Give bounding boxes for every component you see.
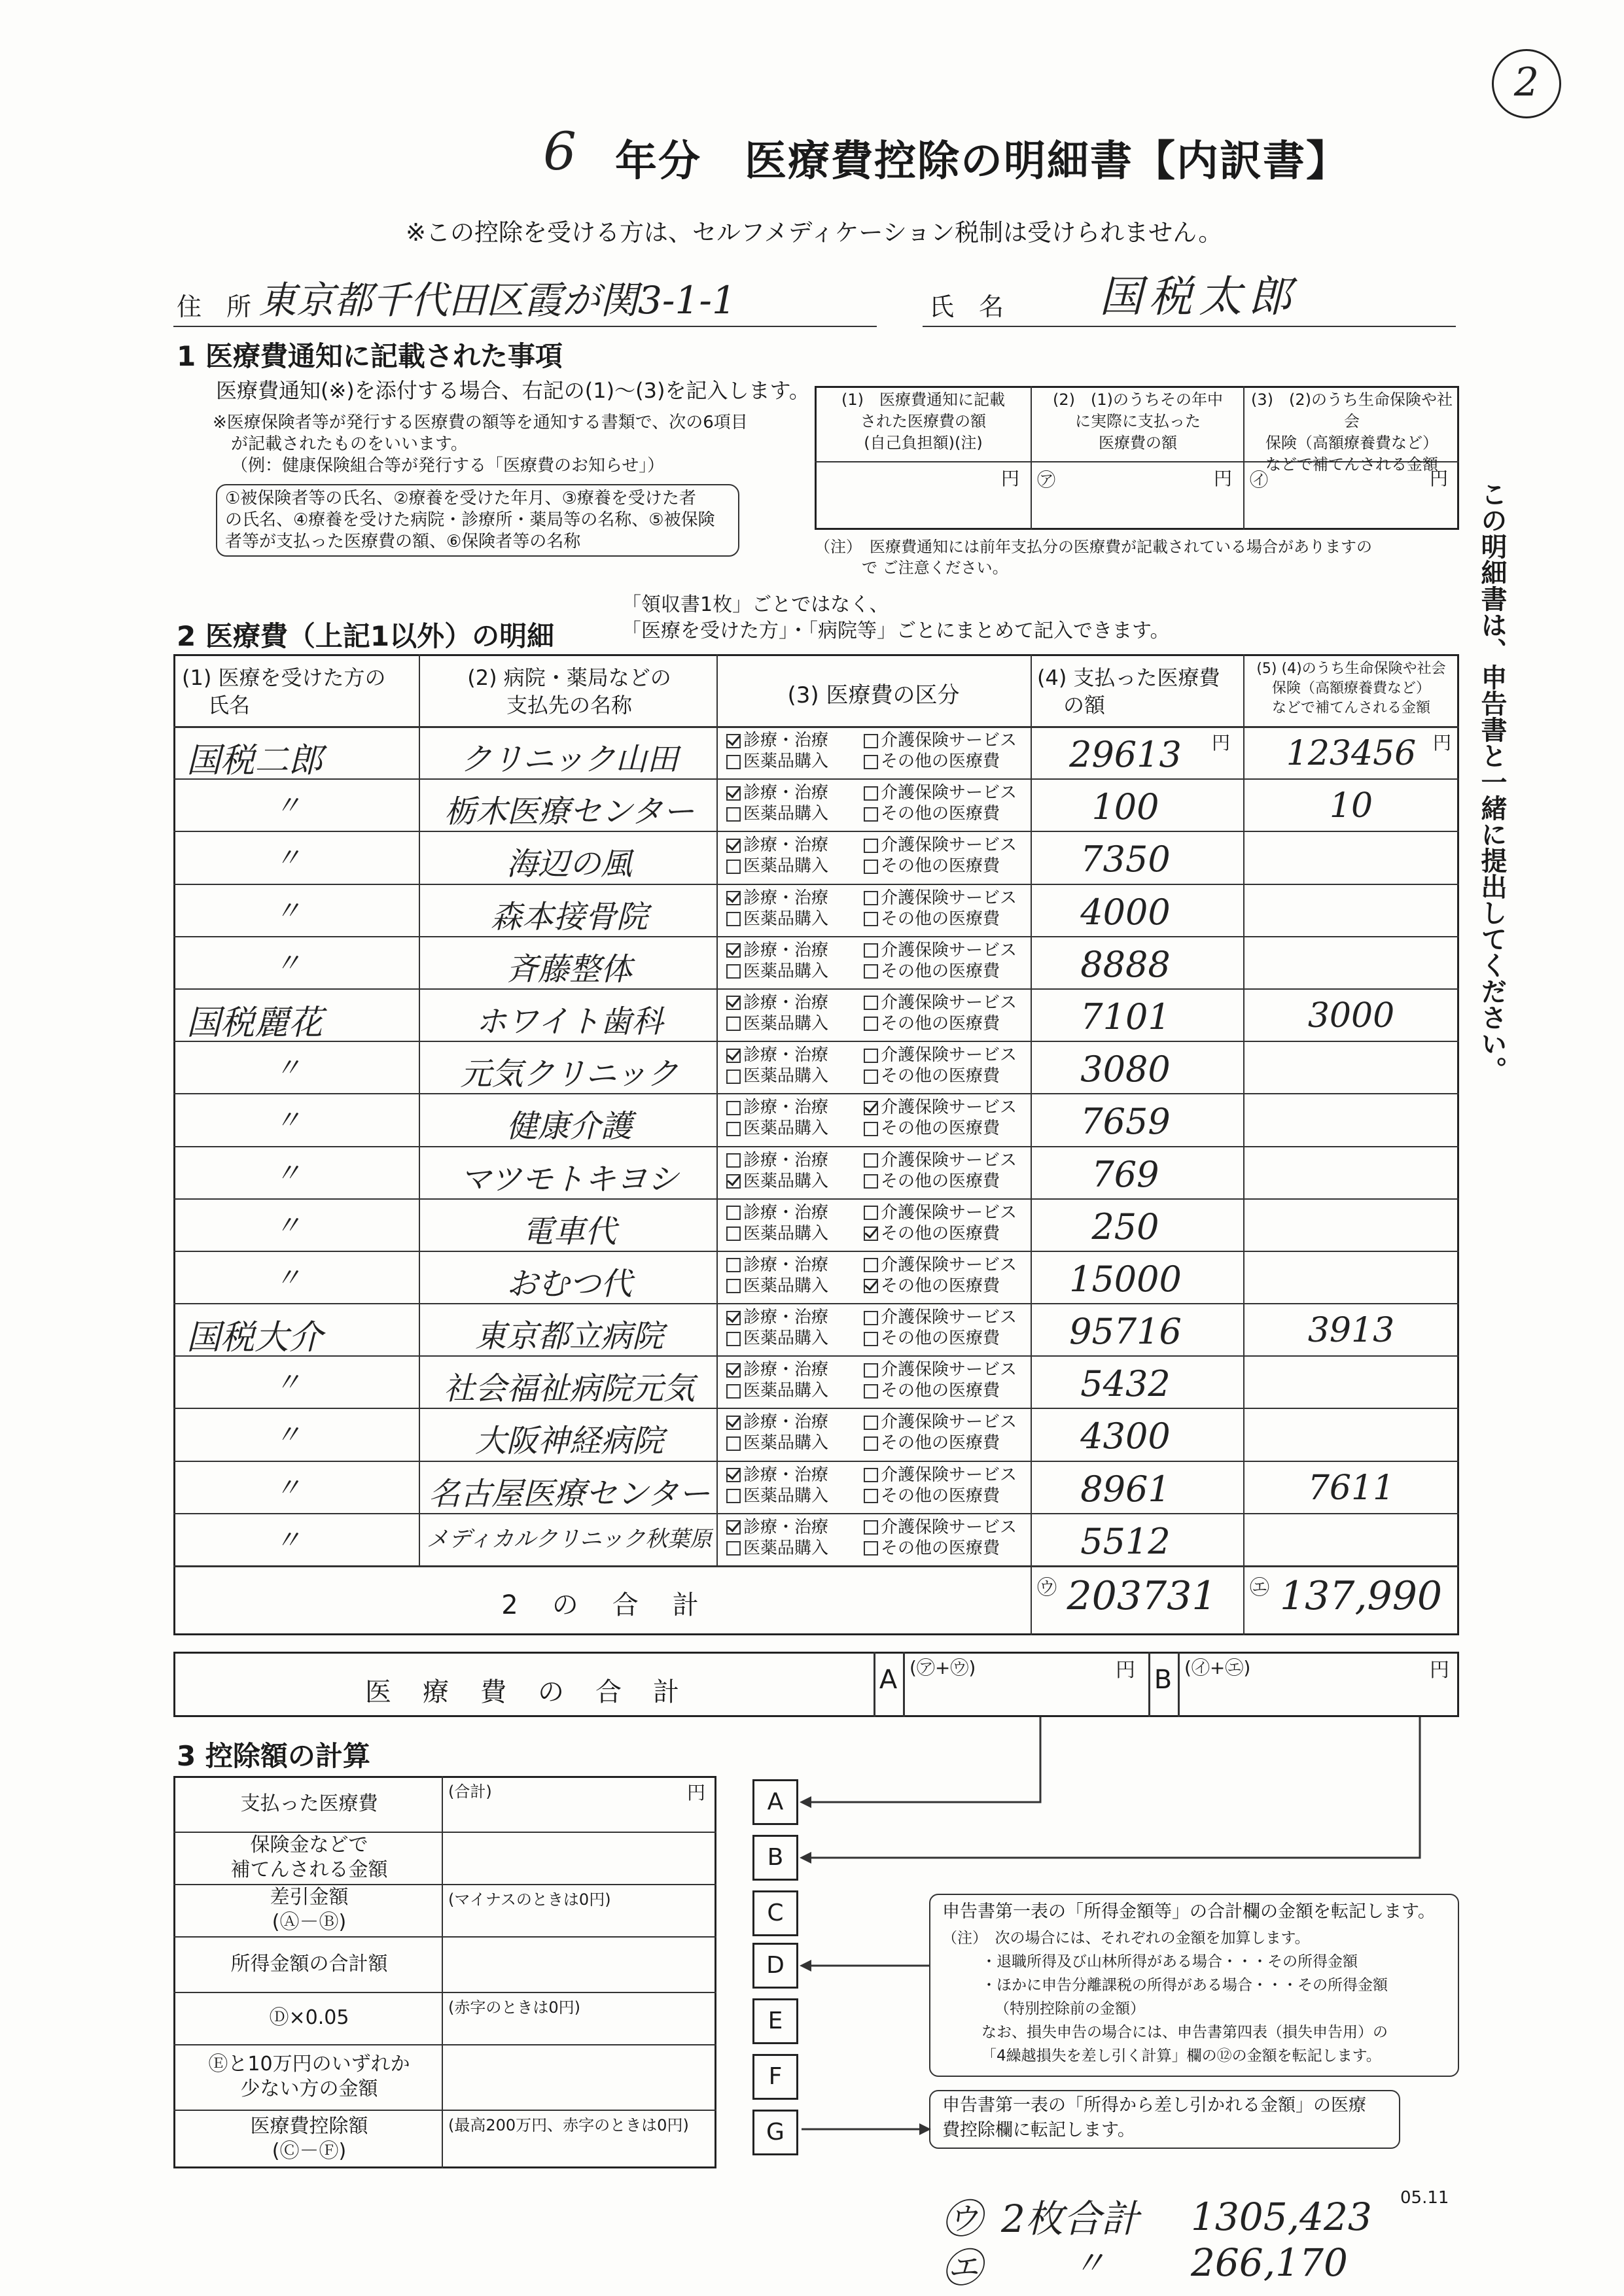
row-patient: 〃 bbox=[275, 1472, 301, 1503]
checkbox-label: 診療・治療 bbox=[743, 992, 829, 1013]
calc-hint: (合計) bbox=[448, 1783, 492, 1801]
row-patient: 国税二郎 bbox=[186, 741, 323, 780]
checkbox-label: 医薬品購入 bbox=[743, 1171, 829, 1191]
col-paid-header: (4) 支払った医療費 の額 bbox=[1037, 665, 1220, 718]
checkbox-label: その他の医療費 bbox=[881, 961, 1000, 981]
notice-col3-yen: 円 bbox=[1430, 468, 1449, 489]
checkbox-label: 診療・治療 bbox=[743, 1360, 829, 1380]
calc-label: 支払った医療費 bbox=[240, 1792, 378, 1815]
calc-letter-box: G bbox=[752, 2110, 798, 2155]
checkbox-label: 診療・治療 bbox=[743, 1150, 829, 1170]
checkbox-label: 診療・治療 bbox=[743, 731, 829, 750]
row-patient: 〃 bbox=[275, 1053, 301, 1084]
row-payee: メディカルクリニック秋葉原 bbox=[426, 1525, 713, 1552]
handwritten-note-value-1: 1305,423 bbox=[1191, 2195, 1372, 2239]
notice-col3-header: (3) (2)のうち生命保険や社会 保険（高額療養費など） などで補てんされる金額 bbox=[1251, 391, 1453, 474]
calc-label: Ⓓ×0.05 bbox=[269, 2006, 349, 2029]
row-compensated: 3000 bbox=[1307, 996, 1395, 1035]
col-compensated-header: (5) (4)のうち生命保険や社会 保険（高額療養費など） などで補てんされる金額 bbox=[1256, 661, 1446, 716]
row-patient: 〃 bbox=[275, 948, 301, 979]
checkbox-label: 介護保険サービス bbox=[881, 1150, 1017, 1170]
row-paid: 3080 bbox=[1080, 1049, 1171, 1090]
checkbox-label: 医薬品購入 bbox=[743, 1486, 829, 1506]
row-payee: 名古屋医療センター bbox=[428, 1475, 711, 1512]
notice-text: ※この控除を受ける方は、セルフメディケーション税制は受けられません。 bbox=[406, 218, 1223, 247]
section1-heading: 1 医療費通知に記載された事項 bbox=[177, 340, 563, 372]
calc-label: 保険金などで 補てんされる金額 bbox=[230, 1834, 388, 1881]
row-comp-yen: 円 bbox=[1433, 732, 1452, 754]
checkbox-label: 診療・治療 bbox=[743, 1308, 829, 1328]
checkbox-label: 診療・治療 bbox=[743, 1465, 829, 1485]
notice-footnote: （注） 医療費通知には前年支払分の医療費が記載されている場合がありますの で ご注意ください。 bbox=[815, 538, 1372, 577]
col-payee-header: (2) 病院・薬局などの 支払先の名称 bbox=[467, 665, 671, 718]
sum-b-box: B bbox=[1154, 1665, 1173, 1695]
row-payee: 栃木医療センター bbox=[444, 793, 695, 831]
form-code: 05.11 bbox=[1400, 2188, 1449, 2208]
checkbox-label: 介護保険サービス bbox=[881, 940, 1017, 960]
row-paid: 100 bbox=[1091, 786, 1159, 828]
checkbox-label: 診療・治療 bbox=[743, 940, 829, 960]
checkbox-label: その他の医療費 bbox=[881, 1486, 1000, 1506]
total-comp-value: 137,990 bbox=[1279, 1573, 1443, 1619]
row-payee: 健康介護 bbox=[506, 1108, 632, 1145]
checkbox-label: 診療・治療 bbox=[743, 888, 829, 908]
page-number: 2 bbox=[1492, 49, 1561, 118]
medical-sum-label: 医 療 費 の 合 計 bbox=[365, 1677, 682, 1707]
name-value: 国税太郎 bbox=[1099, 271, 1298, 322]
calc-hint: (マイナスのときは0円) bbox=[448, 1890, 611, 1909]
handwritten-note-value-2: 266,170 bbox=[1191, 2240, 1348, 2285]
sum-b-formula: (㋑+㋓) bbox=[1184, 1657, 1251, 1679]
checkbox-label: 医薬品購入 bbox=[743, 1433, 829, 1453]
calc-letter-box: C bbox=[752, 1890, 798, 1936]
row-paid: 7101 bbox=[1080, 996, 1171, 1037]
checkbox-label: その他の医療費 bbox=[881, 1381, 1000, 1401]
row-payee: クリニック山田 bbox=[460, 741, 679, 778]
section1-bracket: ①被保険者等の氏名、②療養を受けた年月、③療養を受けた者 の氏名、④療養を受けた病院・診療所・薬局等の名称、⑤被保険 者等が支払った医療費の額、⑥保険者等の名称 bbox=[216, 484, 739, 557]
checkbox-label: 介護保険サービス bbox=[881, 1045, 1017, 1066]
checkbox-label: 診療・治療 bbox=[743, 1202, 829, 1223]
checkbox-label: 介護保険サービス bbox=[881, 1098, 1017, 1118]
calc-letter-box: E bbox=[752, 1998, 798, 2044]
checkbox-label: 医薬品購入 bbox=[743, 1329, 829, 1349]
calc-hint: (赤字のときは0円) bbox=[448, 1998, 580, 2017]
checkbox-label: その他の医療費 bbox=[881, 1223, 1000, 1244]
handwritten-note-label-1: 2枚合計 bbox=[1001, 2197, 1139, 2241]
row-patient: 〃 bbox=[275, 896, 301, 926]
page-title: 年分 医療費控除の明細書【内訳書】 bbox=[615, 137, 1349, 186]
note-d-title: 申告書第一表の「所得金額等」の合計欄の金額を転記します。 bbox=[942, 1897, 1436, 1922]
notice-col2-yen: 円 bbox=[1214, 468, 1233, 489]
row-paid: 4000 bbox=[1080, 891, 1171, 933]
checkbox-label: 医薬品購入 bbox=[743, 1223, 829, 1244]
checkbox-label: 診療・治療 bbox=[743, 1412, 829, 1433]
checkbox-label: 医薬品購入 bbox=[743, 1066, 829, 1087]
checkbox-label: 診療・治療 bbox=[743, 1098, 829, 1118]
calc-label: Ⓔと10万円のいずれか 少ない方の金額 bbox=[208, 2053, 410, 2100]
checkbox-label: 医薬品購入 bbox=[743, 856, 829, 877]
row-patient: 〃 bbox=[275, 1210, 301, 1241]
checkbox-label: 診療・治療 bbox=[743, 835, 829, 856]
checkbox-label: その他の医療費 bbox=[881, 1433, 1000, 1453]
row-paid: 95716 bbox=[1069, 1311, 1182, 1353]
side-instruction: この明細書は、申告書と一緒に提出してください。 bbox=[1477, 481, 1507, 1083]
row-patient: 〃 bbox=[275, 791, 301, 822]
section2-total-label: 2 の 合 計 bbox=[501, 1590, 703, 1620]
checkbox-label: 介護保険サービス bbox=[881, 835, 1017, 856]
row-payee: マツモトキヨシ bbox=[459, 1160, 679, 1198]
row-patient: 〃 bbox=[275, 1368, 301, 1399]
checkbox-label: 介護保険サービス bbox=[881, 1412, 1017, 1433]
checkbox-label: 医薬品購入 bbox=[743, 1013, 829, 1034]
checkbox-label: その他の医療費 bbox=[881, 1538, 1000, 1558]
calc-letter-box: A bbox=[752, 1779, 798, 1825]
row-patient: 国税麗花 bbox=[186, 1003, 323, 1043]
notice-mark-i: ㋑ bbox=[1250, 469, 1269, 491]
row-patient: 〃 bbox=[275, 1158, 301, 1189]
total-paid-value: 203731 bbox=[1067, 1573, 1217, 1619]
calc-letter-box: F bbox=[752, 2054, 798, 2100]
checkbox-label: 介護保険サービス bbox=[881, 1517, 1017, 1537]
year-value: 6 bbox=[543, 121, 576, 182]
row-payee: 海辺の風 bbox=[506, 846, 632, 883]
checkbox-label: 介護保険サービス bbox=[881, 1360, 1017, 1380]
row-compensated: 7611 bbox=[1307, 1468, 1395, 1508]
row-paid-yen: 円 bbox=[1212, 732, 1231, 754]
note-g-body: 申告書第一表の「所得から差し引かれる金額」の医療 費控除欄に転記します。 bbox=[942, 2095, 1366, 2140]
checkbox-label: 診療・治療 bbox=[743, 1045, 829, 1066]
handwritten-mark-e: ㋓ bbox=[942, 2246, 981, 2291]
checkbox-label: 医薬品購入 bbox=[743, 961, 829, 981]
checkbox-label: 診療・治療 bbox=[743, 783, 829, 803]
calc-unit: 円 bbox=[687, 1782, 706, 1803]
checkbox-label: 医薬品購入 bbox=[743, 1381, 829, 1401]
row-paid: 8888 bbox=[1080, 943, 1171, 985]
row-paid: 29613 bbox=[1069, 734, 1182, 775]
col-patient-header: (1) 医療を受けた方の 氏名 bbox=[182, 665, 386, 718]
row-paid: 7659 bbox=[1080, 1101, 1171, 1143]
notice-col2-header: (2) (1)のうちその年中 に実際に支払った 医療費の額 bbox=[1053, 391, 1223, 452]
calc-letter-box: D bbox=[752, 1943, 798, 1989]
checkbox-label: その他の医療費 bbox=[881, 856, 1000, 877]
checkbox-label: 医薬品購入 bbox=[743, 752, 829, 771]
calc-letter-box: B bbox=[752, 1835, 798, 1881]
sum-b-yen: 円 bbox=[1430, 1659, 1449, 1682]
checkbox-label: その他の医療費 bbox=[881, 1119, 1000, 1139]
note-d-body: （注） 次の場合には、それぞれの金額を加算します。 ・退職所得及び山林所得がある場合・・・その所得金額 ・ほかに申告分離課税の所得がある場合・・・その所得金額 （特別控除前の金額） なお、損失申告の場合には、申告書第四表（損失申告用）の 「4繰越損失を差し引く計算」欄の⑫の金額を転記します。 bbox=[942, 1930, 1388, 2064]
row-patient: 国税大介 bbox=[186, 1318, 323, 1358]
checkbox-label: 医薬品購入 bbox=[743, 804, 829, 824]
sum-a-box: A bbox=[879, 1665, 898, 1695]
checkbox-label: 介護保険サービス bbox=[881, 888, 1017, 908]
checkbox-label: 診療・治療 bbox=[743, 1517, 829, 1537]
row-compensated: 123456 bbox=[1286, 734, 1417, 773]
row-paid: 15000 bbox=[1069, 1258, 1182, 1300]
notice-col1-yen: 円 bbox=[1001, 468, 1020, 489]
row-compensated: 10 bbox=[1329, 786, 1373, 826]
notice-mark-a: ㋐ bbox=[1037, 469, 1056, 491]
col-category-header: (3) 医療費の区分 bbox=[787, 682, 960, 708]
checkbox-label: 介護保険サービス bbox=[881, 783, 1017, 803]
row-payee: ホワイト歯科 bbox=[475, 1003, 663, 1040]
calc-label: 所得金額の合計額 bbox=[230, 1952, 388, 1975]
checkbox-label: 介護保険サービス bbox=[881, 1255, 1017, 1275]
calc-label: 差引金額 (Ⓐ－Ⓑ) bbox=[270, 1886, 349, 1934]
row-payee: 元気クリニック bbox=[460, 1056, 679, 1093]
handwritten-mark-u: ㋒ bbox=[942, 2197, 981, 2242]
checkbox-label: 医薬品購入 bbox=[743, 1119, 829, 1139]
checkbox-label: 介護保険サービス bbox=[881, 1308, 1017, 1328]
checkbox-label: その他の医療費 bbox=[881, 1066, 1000, 1087]
row-paid: 769 bbox=[1091, 1153, 1159, 1195]
row-paid: 7350 bbox=[1080, 839, 1171, 880]
section1-note: ※医療保険者等が発行する医療費の額等を通知する書類で、次の6項目 が記載されたものをいいます。 （例：健康保険組合等が発行する「医療費のお知らせ」） bbox=[213, 413, 748, 476]
notice-col1-header: (1) 医療費通知に記載 された医療費の額 (自己負担額)(注) bbox=[841, 391, 1005, 452]
row-compensated: 3913 bbox=[1307, 1311, 1395, 1351]
checkbox-label: 医薬品購入 bbox=[743, 909, 829, 929]
checkbox-label: 介護保険サービス bbox=[881, 992, 1017, 1013]
sum-a-yen: 円 bbox=[1116, 1659, 1135, 1682]
total-paid-mark: ㋒ bbox=[1037, 1576, 1057, 1599]
row-payee: 斉藤整体 bbox=[506, 950, 632, 988]
row-payee: 社会福祉病院元気 bbox=[443, 1370, 695, 1408]
checkbox-label: 医薬品購入 bbox=[743, 1276, 829, 1296]
checkbox-label: その他の医療費 bbox=[881, 804, 1000, 824]
checkbox-label: 介護保険サービス bbox=[881, 1465, 1017, 1485]
checkbox-label: その他の医療費 bbox=[881, 1013, 1000, 1034]
row-paid: 8961 bbox=[1080, 1468, 1171, 1510]
address-value: 東京都千代田区霞が関3-1-1 bbox=[258, 278, 736, 322]
checkbox-label: 診療・治療 bbox=[743, 1255, 829, 1275]
row-paid: 4300 bbox=[1080, 1416, 1171, 1457]
checkbox-label: 介護保険サービス bbox=[881, 1202, 1017, 1223]
checkbox-label: 医薬品購入 bbox=[743, 1538, 829, 1558]
row-patient: 〃 bbox=[275, 1525, 301, 1556]
calc-label: 医療費控除額 (Ⓒ－Ⓕ) bbox=[250, 2115, 368, 2163]
row-payee: 東京都立病院 bbox=[474, 1318, 663, 1355]
checkbox-label: その他の医療費 bbox=[881, 1171, 1000, 1191]
checkbox-label: その他の医療費 bbox=[881, 752, 1000, 771]
total-comp-mark: ㋓ bbox=[1250, 1576, 1269, 1599]
sum-a-formula: (㋐+㋒) bbox=[909, 1657, 976, 1679]
checkbox-label: その他の医療費 bbox=[881, 1329, 1000, 1349]
row-payee: 電車代 bbox=[521, 1213, 616, 1250]
row-patient: 〃 bbox=[275, 1420, 301, 1451]
section1-instruction: 医療費通知(※)を添付する場合、右記の(1)～(3)を記入します。 bbox=[216, 378, 810, 403]
row-patient: 〃 bbox=[275, 843, 301, 874]
checkbox-label: 介護保険サービス bbox=[881, 731, 1017, 750]
row-paid: 5512 bbox=[1080, 1520, 1171, 1562]
section3-heading: 3 控除額の計算 bbox=[177, 1740, 370, 1772]
checkbox-label: その他の医療費 bbox=[881, 1276, 1000, 1296]
row-payee: 森本接骨院 bbox=[490, 898, 648, 935]
row-patient: 〃 bbox=[275, 1105, 301, 1136]
name-label: 氏 名 bbox=[929, 292, 1004, 321]
row-payee: 大阪神経病院 bbox=[474, 1423, 663, 1460]
row-payee: おむつ代 bbox=[506, 1265, 632, 1302]
checkbox-label: その他の医療費 bbox=[881, 909, 1000, 929]
section2-aside: 「領収書1枚」ごとではなく、 「医療を受けた方」・「病院等」ごとにまとめて記入できます。 bbox=[622, 593, 1170, 642]
address-label: 住 所 bbox=[177, 292, 252, 321]
handwritten-note-label-2: 〃 bbox=[1073, 2244, 1106, 2282]
row-paid: 250 bbox=[1091, 1206, 1159, 1247]
row-patient: 〃 bbox=[275, 1262, 301, 1293]
calc-hint: (最高200万円、赤字のときは0円) bbox=[448, 2116, 689, 2134]
row-paid: 5432 bbox=[1080, 1363, 1171, 1405]
section2-heading: 2 医療費（上記1以外）の明細 bbox=[177, 620, 555, 652]
